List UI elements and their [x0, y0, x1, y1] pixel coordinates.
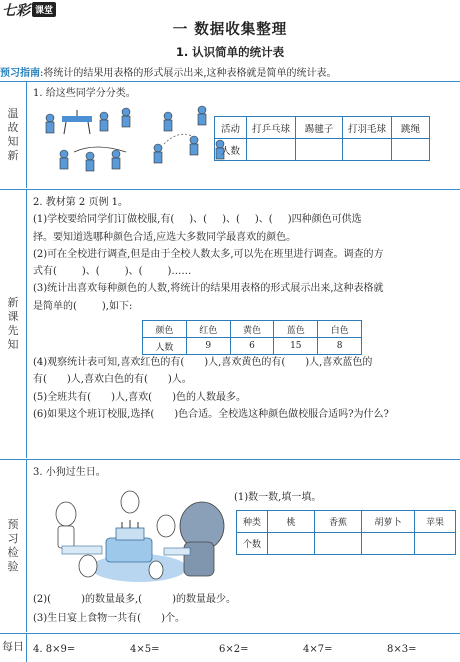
answer-cell[interactable] [315, 533, 362, 555]
question-3: 3. 小狗过生日。 [33, 467, 106, 478]
calc-item: 4×5= [130, 644, 160, 655]
activity-table: 活动 打乒乓球 踢毽子 打羽毛球 跳绳 人数 [214, 116, 430, 161]
calc-item: 4. 8×9= [33, 644, 76, 655]
section-4 [0, 633, 460, 662]
part-3: (3)统计出喜欢每种颜色的人数,将统计的结果用表格的形式展示出来,这种表格就 [33, 283, 384, 295]
side-label-1: 温 故 知 新 [0, 82, 27, 188]
brand [0, 0, 56, 19]
guide [0, 64, 460, 79]
answer-cell[interactable] [247, 139, 296, 161]
brand-tag: 课堂 [32, 2, 56, 17]
food-table: 种类 桃 香蕉 胡萝卜 苹果 个数 [236, 510, 456, 555]
section-1 [0, 81, 460, 188]
students-illustration [44, 104, 230, 184]
color-table: 颜色 红色 黄色 蓝色 白色 人数 9 6 15 8 [142, 320, 362, 355]
sub-question-3: (3)生日宴上食物一共有( )个。 [33, 613, 185, 624]
answer-cell[interactable] [415, 533, 456, 555]
sub-question-1: (1)数一数,填一填。 [234, 492, 322, 503]
part-4: (4)观察统计表可知,喜欢红色的有( )人,喜欢黄色的有( )人,喜欢蓝色的 [33, 357, 373, 368]
guide-label: 预习指南 [0, 68, 40, 79]
answer-cell[interactable] [362, 533, 415, 555]
section-title: 1. 认识简单的统计表 [175, 45, 285, 59]
guide-text: :将统计的结果用表格的形式展示出来,这种表格就是简单的统计表。 [40, 68, 337, 79]
brand-logo: 七彩 [2, 2, 30, 19]
section-3 [0, 459, 460, 632]
answer-cell[interactable] [343, 139, 392, 161]
side-label-3: 预 习 检 验 [0, 460, 27, 632]
part-5: (5)全班共有( )人,喜欢( )色的人数最多。 [33, 391, 246, 403]
part-6: (6)如果这个班订校服,选择( )色合适。全校选这种颜色做校服合适吗?为什么? [33, 408, 389, 420]
section-2: 新 课 先 知 2. 教材第 2 页例 1。 (1)学校要给同学们订做校服,有( )、( )、( )、( )四种颜色可供选 择。要知道选哪种颜色合适,应选大多数同学最喜欢的颜色。 (2)可在全校进行调查,但是由于全校人数太多,可以先在班里进行调查。调查的方 式有( )、( )、( )…… (3)统计出喜欢每种颜色的人数,将统计的结果用表格的形式展示出来,这种表格就 是简单的( ),如下: 颜色 红色 黄色 蓝色 白色 人数 9 6 15 8 (4)观察统计表可知,喜欢红色的有( )人,喜欢黄色的有( )人,喜欢蓝色的 有( )人,喜欢白色的有( )人。 (5)全班共有( )人,喜欢( )色的人数最多。 (6)如果这个班订校服,选择( )色合适。全校选这种颜色做校服合适吗?为什么? [0, 189, 460, 458]
calc-item: 8×3= [387, 644, 417, 655]
question-1: 1. 给这些同学分分类。 [33, 88, 136, 99]
chapter-title: 一 数据收集整理 [172, 22, 288, 38]
answer-cell[interactable] [392, 139, 430, 161]
side-label-2: 新 课 先 知 [0, 190, 27, 458]
sub-question-2: (2)( )的数量最多,( )的数量最少。 [33, 594, 236, 605]
calc-item: 6×2= [219, 644, 249, 655]
calc-item: 4×7= [303, 644, 333, 655]
answer-cell[interactable] [296, 139, 343, 161]
side-label-4: 每日 [0, 634, 27, 662]
question-2: 2. 教材第 2 页例 1。 [33, 197, 128, 208]
answer-cell[interactable] [268, 533, 315, 555]
birthday-illustration [44, 486, 226, 588]
part-2: (2)可在全校进行调查,但是由于全校人数太多,可以先在班里进行调查。调查的方 [33, 248, 384, 260]
part-1: (1)学校要给同学们订做校服,有( )、( )、( )、( )四种颜色可供选 [33, 214, 362, 226]
